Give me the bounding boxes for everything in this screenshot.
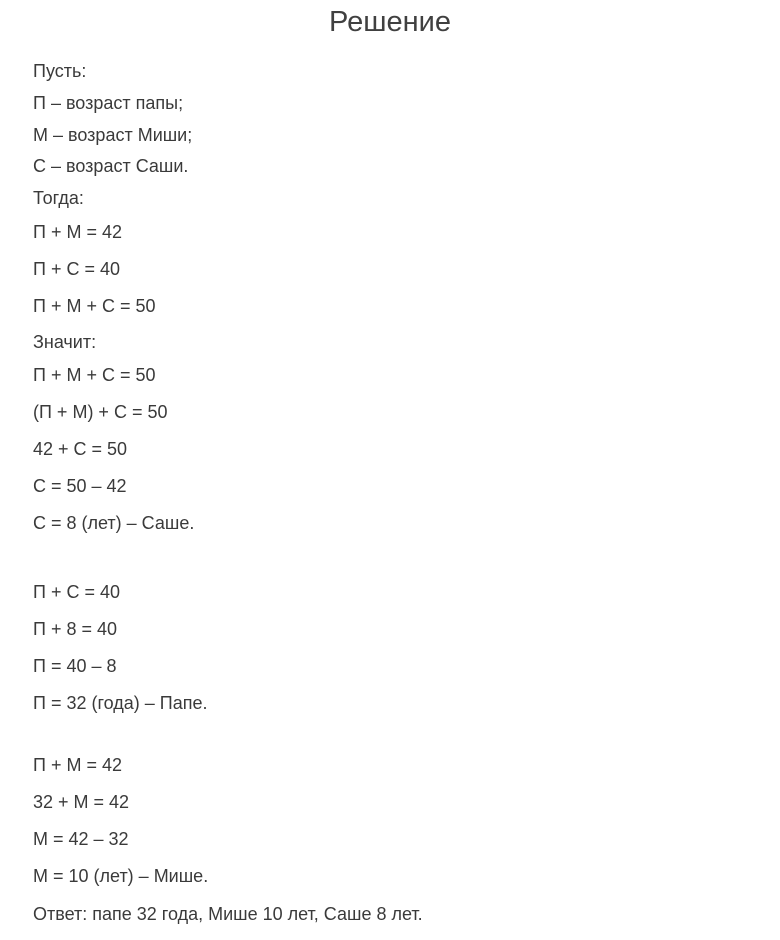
equation-line: П + М = 42: [33, 755, 122, 775]
equation-line: П + М = 42: [33, 222, 122, 242]
text-line: Значит:: [33, 332, 97, 352]
equation-line: М = 42 – 32: [33, 829, 129, 849]
equation-line: С = 8 (лет) – Саше.: [33, 513, 195, 533]
equation-line: (П + М) + С = 50: [33, 402, 168, 422]
equation-line: М = 10 (лет) – Мише.: [33, 866, 209, 886]
text-line: Пусть:: [33, 61, 87, 81]
equation-line: П + С = 40: [33, 259, 120, 279]
equation-line: П + С = 40: [33, 582, 120, 602]
equation-line: С = 50 – 42: [33, 476, 127, 496]
text-line: П – возраст папы;: [33, 93, 184, 113]
equation-line: 32 + М = 42: [33, 792, 130, 812]
page-title: Решение: [329, 6, 451, 38]
equation-line: П = 40 – 8: [33, 656, 117, 676]
equation-line: П + М + С = 50: [33, 296, 156, 316]
equation-line: 42 + С = 50: [33, 439, 128, 459]
text-line: М – возраст Миши;: [33, 125, 193, 145]
equation-line: П = 32 (года) – Папе.: [33, 693, 208, 713]
equation-line: П + 8 = 40: [33, 619, 117, 639]
equation-line: П + М + С = 50: [33, 365, 156, 385]
text-line: С – возраст Саши.: [33, 156, 189, 176]
text-line: Тогда:: [33, 188, 84, 208]
answer-line: Ответ: папе 32 года, Мише 10 лет, Саше 8 лет.: [33, 904, 423, 924]
